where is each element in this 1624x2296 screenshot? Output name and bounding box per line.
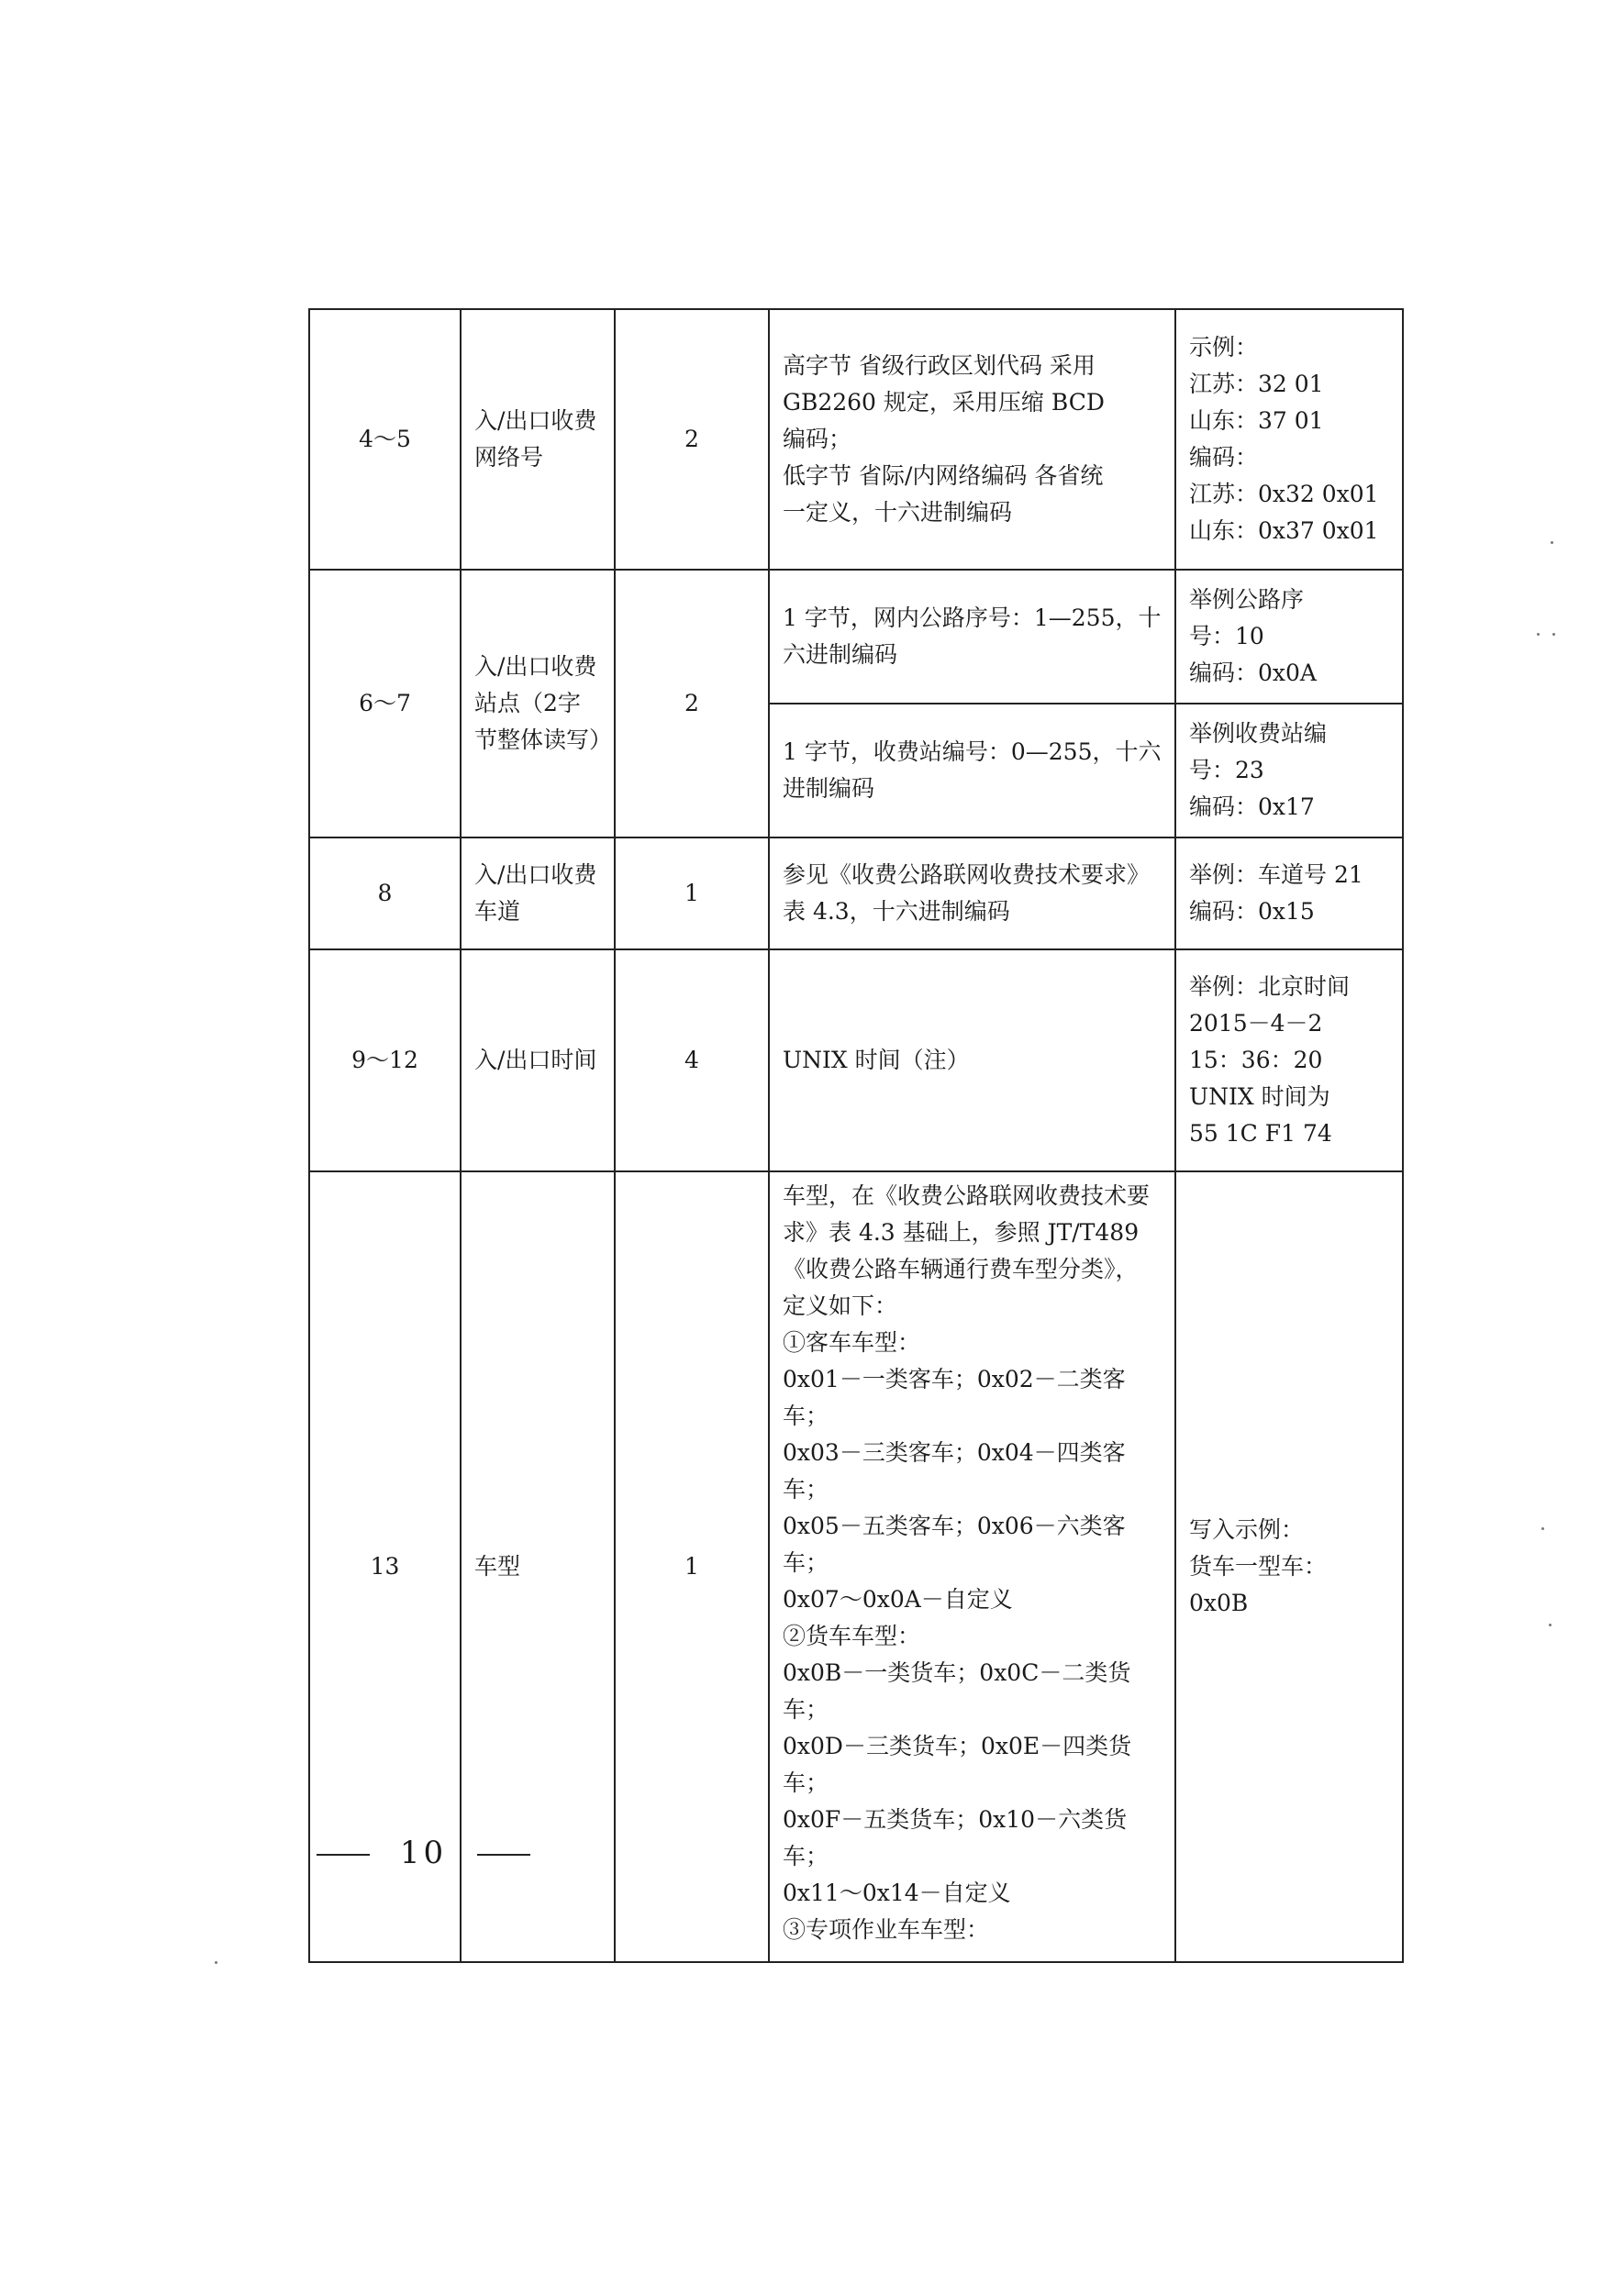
description-line: 1 字节，收费站编号：0—255，十六 — [783, 738, 1162, 765]
description-line: 低字节 省际/内网络编码 各省统 — [783, 462, 1104, 489]
example-line: 山东：37 01 — [1189, 407, 1324, 434]
example-line: 编码：0x17 — [1189, 793, 1315, 820]
description-line: 0x11～0x14－自定义 — [783, 1880, 1011, 1906]
byte-cell: 9～12 — [309, 949, 461, 1171]
example-line: 编码：0x0A — [1189, 660, 1317, 686]
length-cell: 2 — [615, 570, 769, 837]
example-line: UNIX 时间为 — [1189, 1083, 1330, 1110]
byte-cell: 6～7 — [309, 570, 461, 837]
table-row — [309, 949, 1403, 1171]
example-line: 货车一型车： — [1189, 1553, 1328, 1580]
example-cell — [1175, 1171, 1403, 1962]
description-line: 1 字节，网内公路序号：1—255，十 — [783, 605, 1162, 631]
example-cell — [1175, 309, 1403, 570]
length-cell: 1 — [615, 1171, 769, 1962]
example-line: 示例： — [1189, 334, 1259, 360]
page-footer — [317, 1835, 530, 1871]
description-line: ①客车车型： — [783, 1329, 921, 1356]
description-cell — [769, 309, 1175, 570]
example-line: 号：10 — [1189, 623, 1264, 649]
scan-speck — [1549, 1624, 1552, 1626]
example-line: 编码： — [1189, 444, 1259, 471]
description-line: 0x07～0x0A－自定义 — [783, 1586, 1013, 1613]
example-cell — [1175, 837, 1403, 949]
description-cell — [769, 949, 1175, 1171]
byte-cell: 13 — [309, 1171, 461, 1962]
description-line: GB2260 规定，采用压缩 BCD — [783, 389, 1105, 416]
example-line: 2015－4－2 — [1189, 1010, 1323, 1037]
table-row — [309, 309, 1403, 570]
spec-table — [308, 308, 1404, 1963]
description-line: 一定义，十六进制编码 — [783, 499, 1013, 526]
description-line: UNIX 时间（注） — [783, 1047, 970, 1073]
description-line: 《收费公路车辆通行费车型分类》， — [783, 1256, 1139, 1282]
example-line: 15：36：20 — [1189, 1047, 1323, 1073]
item-cell: 入/出口时间 — [461, 949, 615, 1171]
description-line: 0x01－一类客车；0x02－二类客车； — [783, 1366, 1126, 1429]
scan-speck — [1551, 541, 1553, 544]
description-line: 0x05－五类客车；0x06－六类客车； — [783, 1513, 1126, 1576]
description-line: 进制编码 — [783, 775, 875, 802]
description-line: 参见《收费公路联网收费技术要求》 — [783, 861, 1151, 888]
description-line: 车型，在《收费公路联网收费技术要 — [783, 1182, 1151, 1209]
example-line: 号：23 — [1189, 757, 1264, 783]
description-line: ③专项作业车车型： — [783, 1916, 990, 1943]
item-cell: 车型 — [461, 1171, 615, 1962]
table-row — [309, 570, 1403, 704]
scan-speck — [1541, 1527, 1544, 1530]
scan-speck — [1552, 633, 1555, 636]
length-cell: 1 — [615, 837, 769, 949]
example-line: 写入示例： — [1189, 1516, 1305, 1543]
byte-cell: 4～5 — [309, 309, 461, 570]
description-cell — [769, 837, 1175, 949]
example-line: 55 1C F1 74 — [1189, 1120, 1332, 1147]
table-row — [309, 837, 1403, 949]
description-line: 0x03－三类客车；0x04－四类客车； — [783, 1439, 1126, 1503]
item-cell: 入/出口收费站点（2字节整体读写） — [461, 570, 615, 837]
example-line: 举例：北京时间 — [1189, 973, 1351, 1000]
example-line: 举例：车道号 21 — [1189, 861, 1363, 888]
description-line: 0x0D－三类货车；0x0E－四类货车； — [783, 1733, 1132, 1796]
byte-cell: 8 — [309, 837, 461, 949]
example-line: 举例收费站编 — [1189, 720, 1328, 747]
example-line: 江苏：32 01 — [1189, 371, 1324, 397]
description-line: 求》表 4.3 基础上，参照 JT/T489 — [783, 1219, 1140, 1246]
item-cell: 入/出口收费车道 — [461, 837, 615, 949]
page-number: 10 — [399, 1835, 448, 1871]
scan-speck — [215, 1961, 217, 1964]
description-cell — [769, 704, 1175, 837]
description-line: 编码； — [783, 426, 852, 452]
description-line: 六进制编码 — [783, 641, 898, 668]
example-line: 0x0B — [1189, 1590, 1249, 1616]
description-line: 表 4.3，十六进制编码 — [783, 898, 1010, 925]
example-cell — [1175, 570, 1403, 704]
example-cell — [1175, 704, 1403, 837]
example-line: 江苏：0x32 0x01 — [1189, 481, 1379, 507]
description-line: 0x0B－一类货车；0x0C－二类货车； — [783, 1659, 1131, 1723]
length-cell: 2 — [615, 309, 769, 570]
footer-dash-right — [477, 1854, 530, 1856]
example-line: 举例公路序 — [1189, 586, 1305, 613]
length-cell: 4 — [615, 949, 769, 1171]
description-cell — [769, 570, 1175, 704]
description-line: ②货车车型： — [783, 1623, 921, 1649]
example-cell — [1175, 949, 1403, 1171]
description-line: 高字节 省级行政区划代码 采用 — [783, 352, 1096, 379]
item-cell: 入/出口收费网络号 — [461, 309, 615, 570]
scan-speck — [1537, 633, 1540, 636]
description-line: 0x0F－五类货车；0x10－六类货车； — [783, 1806, 1128, 1869]
example-line: 编码：0x15 — [1189, 898, 1315, 925]
description-cell — [769, 1171, 1175, 1962]
description-line: 定义如下： — [783, 1292, 898, 1319]
footer-dash-left — [317, 1854, 370, 1856]
example-line: 山东：0x37 0x01 — [1189, 517, 1379, 544]
